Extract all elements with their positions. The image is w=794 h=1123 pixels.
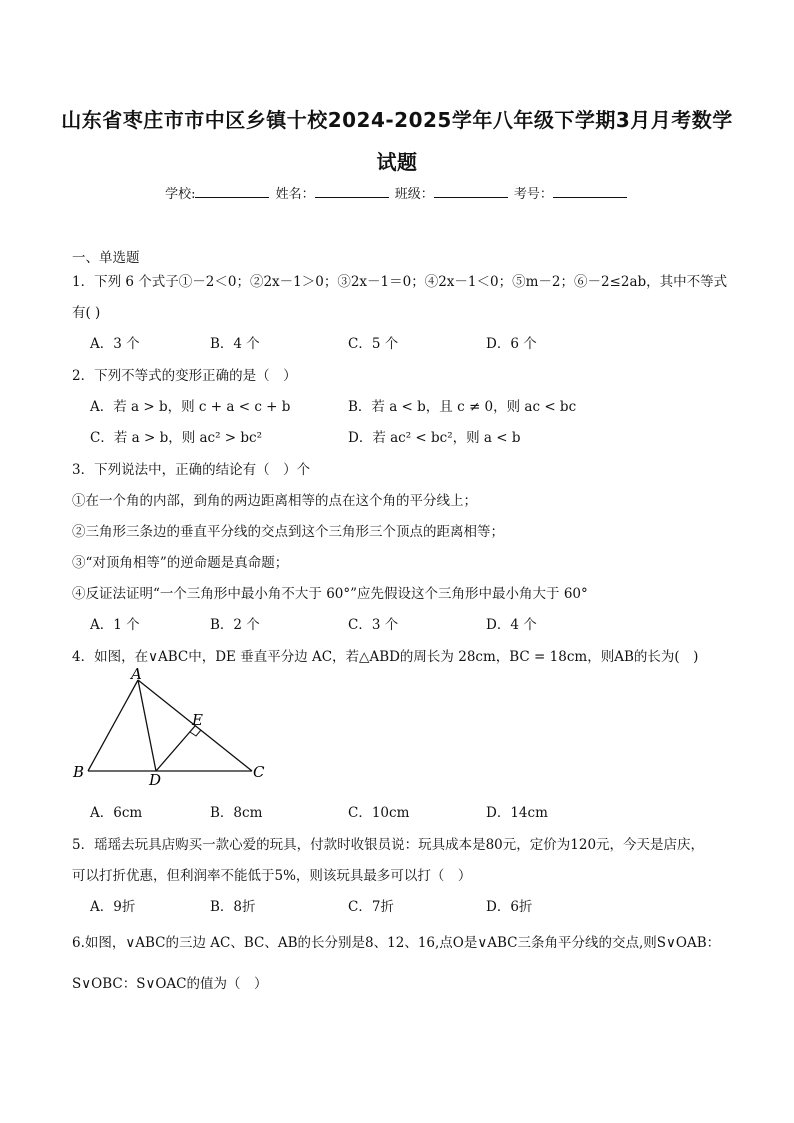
q5-option-a[interactable]: A．9折 [90,899,136,915]
label-d: D [149,771,162,788]
right-angle-mark [190,730,201,736]
school-label: 学校: [165,187,196,202]
q4-option-c[interactable]: C．10cm [348,805,410,821]
q3-option-d[interactable]: D．4 个 [486,617,537,633]
exam-title: 山东省枣庄市市中区乡镇十校2024-2025学年八年级下学期3月月考数学 [61,108,733,132]
q1-option-d[interactable]: D．6 个 [486,336,537,352]
q2-option-d[interactable]: D．若 ac² < bc²，则 a < b [348,430,521,446]
name-label: 姓名： [275,187,315,202]
exam-number-blank[interactable] [553,185,627,198]
question-6-text: 6.如图，∨ABC的三边 AC、BC、AB的长分别是8、12、16,点O是∨ABC三条角平分线的交点,则S∨OAB： [72,935,721,951]
q5-option-c[interactable]: C．7折 [348,899,394,915]
name-blank[interactable] [315,185,389,198]
question-2-text: 2．下列不等式的变形正确的是（ ） [72,368,297,384]
q5-option-b[interactable]: B．8折 [210,899,256,915]
question-3-statement-4: ④反证法证明“一个三角形中最小角不大于 60°”应先假设这个三角形中最小角大于 60° [72,586,588,602]
q3-option-a[interactable]: A．1 个 [90,617,140,633]
question-5-text-cont: 可以打折优惠，但利润率不能低于5%，则该玩具最多可以打（ ） [72,868,472,884]
label-c: C [253,763,265,781]
q4-option-a[interactable]: A．6cm [90,805,143,821]
label-e: E [192,711,203,729]
q2-option-a[interactable]: A．若 a > b，则 c + a < c + b [90,399,291,415]
q5-option-d[interactable]: D．6折 [486,899,533,915]
question-3-statement-3: ③“对顶角相等”的逆命题是真命题； [72,555,289,571]
q3-option-c[interactable]: C．3 个 [348,617,399,633]
exam-title-cont: 试题 [376,150,418,174]
question-1-text-cont: 有( ) [72,305,101,321]
section-heading: 一、单选题 [72,250,140,266]
question-6-text-cont: S∨OBC：S∨OAC的值为（ ） [72,976,268,992]
q1-option-a[interactable]: A．3 个 [90,336,140,352]
question-3-statement-1: ①在一个角的内部，到角的两边距离相等的点在这个角的平分线上； [72,493,477,509]
label-a: A [131,668,142,683]
question-3-text: 3．下列说法中，正确的结论有（ ）个 [72,462,311,478]
q3-option-b[interactable]: B．2 个 [210,617,260,633]
school-blank[interactable] [195,185,269,198]
question-1-text: 1．下列 6 个式子①－2＜0；②2x－1＞0；③2x－1＝0；④2x－1＜0；⑤m－2；⑥－2≤2ab，其中不等式 [72,274,728,290]
q1-option-c[interactable]: C．5 个 [348,336,399,352]
q1-option-b[interactable]: B．4 个 [210,336,260,352]
class-label: 班级： [394,187,434,202]
q4-option-d[interactable]: D．14cm [486,805,548,821]
q2-option-b[interactable]: B．若 a < b，且 c ≠ 0，则 ac < bc [348,399,577,415]
question-5-text: 5．瑶瑶去玩具店购买一款心爱的玩具，付款时收银员说：玩具成本是80元，定价为120元，今天是店庆， [72,837,705,853]
student-info-row [0,183,794,202]
label-b: B [73,763,85,781]
class-blank[interactable] [434,185,508,198]
q4-option-b[interactable]: B．8cm [210,805,263,821]
exam-number-label: 考号： [513,187,553,202]
q2-option-c[interactable]: C．若 a > b，则 ac² > bc² [90,430,263,446]
segment-de [156,726,195,771]
segment-ad [138,680,156,771]
question-4-text: 4．如图，在∨ABC中，DE 垂直平分边 AC，若△ABD的周长为 28cm，BC = 18cm，则AB的长为( ) [72,649,699,665]
segment-ab [88,680,138,771]
triangle-figure [70,668,280,788]
question-3-statement-2: ②三角形三条边的垂直平分线的交点到这个三角形三个顶点的距离相等； [72,524,504,540]
